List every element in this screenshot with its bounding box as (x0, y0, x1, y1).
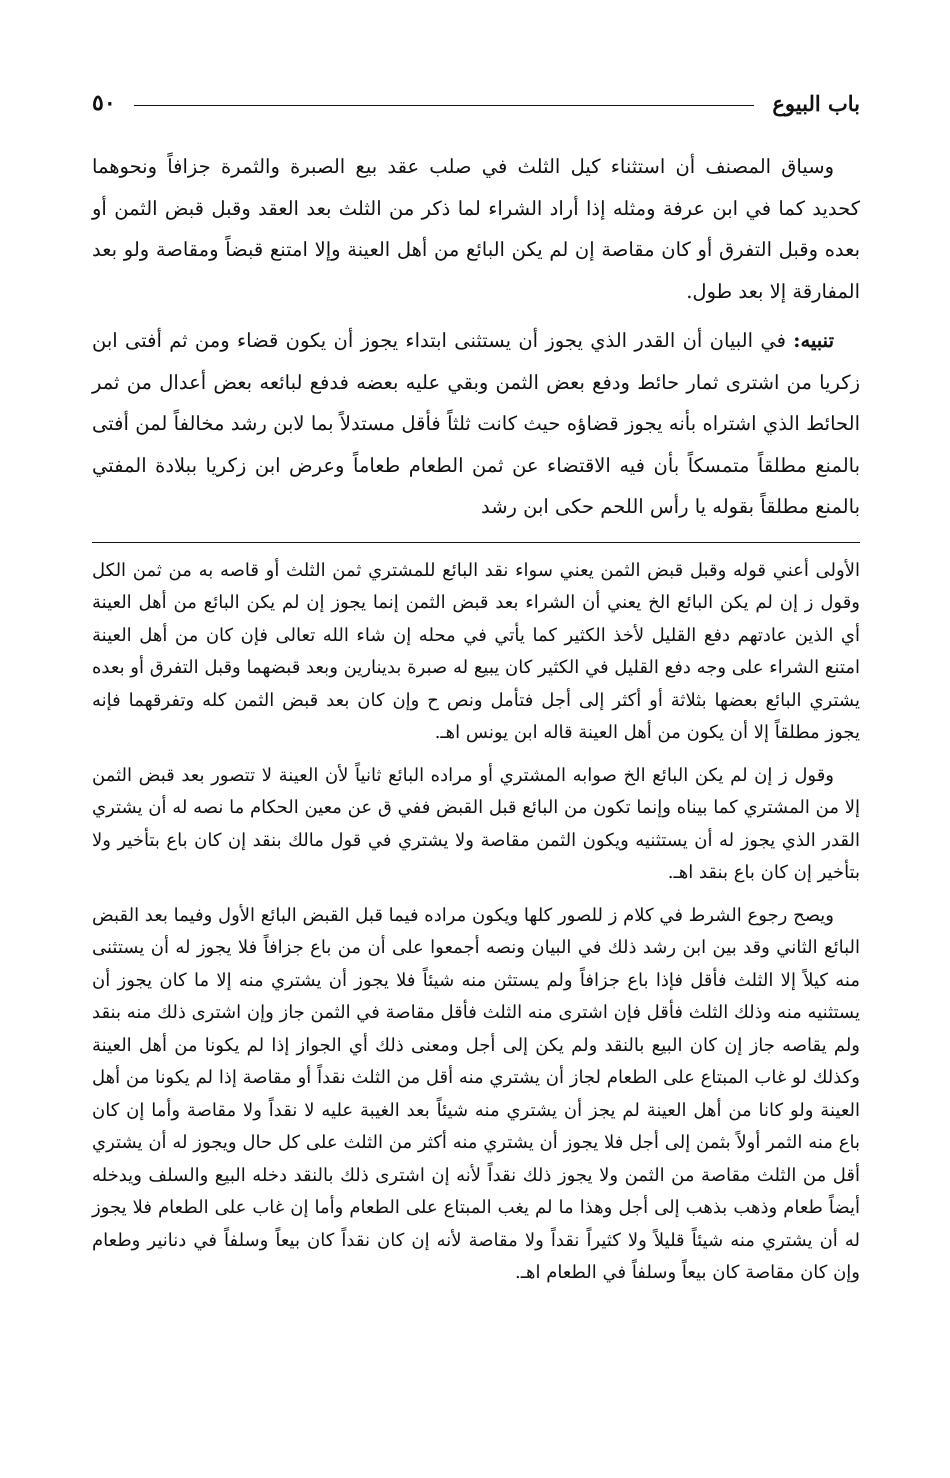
footnote-separator (92, 542, 860, 543)
main-paragraph-1 (92, 146, 860, 312)
main-paragraph-2 (92, 320, 860, 528)
chapter-title: باب البيوع (772, 91, 860, 116)
running-header (92, 84, 860, 124)
header-rule (134, 105, 755, 106)
main-text (92, 146, 860, 528)
paragraph-text: وسياق المصنف أن استثناء كيل الثلث في صلب عقد بيع الصبرة والثمرة جزافاً ونحوهما كحديد كما في ابن عرفة ومثله إذا أراد الشراء لما ذكر من الثلث بعد العقد وقبل قبض الثمن أو بعده وقبل التفرق أو كان مقاصة إن لم يكن البائع من أهل العينة وإلا امتنع قبضاً ومقاصة ولو بعد المفارقة إلا بعد طول. (92, 155, 860, 303)
note-heading: تنبيه: (793, 329, 834, 352)
book-page (92, 84, 860, 1300)
footnote-3: ويصح رجوع الشرط في كلام ز للصور كلها ويكون مراده فيما قبل القبض البائع الأول وفيما بعد القبض البائع الثاني وقد بين ابن رشد ذلك في البيان ونصه أجمعوا على أن من باع جزافاً فلا يجوز له أن يستثنى منه كيلاً إلا الثلث فأقل فإذا باع جزافاً ولم يستثن منه شيئاً فلا يجوز أن يشتري منه إلا ما كان يجوز أن يستثنيه منه وذلك الثلث فأقل فإن اشترى منه الثلث فأقل مقاصة في الثمن جاز وإن اشترى ذلك منه بنقد ولم يقاصه جاز إن كان البيع بالنقد ولم يكن إلى أجل ومعنى ذلك أي الجواز إذا لم يكونا من أهل العينة وكذلك لو غاب المبتاع على الطعام لجاز أن يشتري منه أقل من الثلث نقداً أو مقاصة إذا لم يكونا من أهل العينة ولو كانا من أهل العينة لم يجز أن يشتري منه شيئاً بعد الغيبة عليه لا نقداً ولا مقاصة وأما إن كان باع منه الثمر أولاً بثمن إلى أجل فلا يجوز أن يشتري منه أكثر من الثلث على كل حال ويجوز له أن يشتري أقل من الثلث مقاصة من الثمن ولا يجوز ذلك نقداً لأنه إن اشترى ذلك بالنقد دخله البيع والسلف ويدخله أيضاً طعام وذهب بذهب إلى أجل وهذا ما لم يغب المبتاع على الطعام وأما إن غاب على الطعام فلا يجوز له أن يشتري منه شيئاً قليلاً ولا كثيراً نقداً ولا مقاصة لأنه إن كان نقداً كان بيعاً وسلفاً في دنانير وطعام وإن كان مقاصة كان بيعاً وسلفاً في الطعام اهـ. (92, 904, 860, 1283)
footnote-2: وقول ز إن لم يكن البائع الخ صوابه المشتري أو مراده البائع ثانياً لأن العينة لا تتصور بعد قبض الثمن إلا من المشتري كما بيناه وإنما تكون من البائع قبل القبض ففي ق عن معين الحكام ما نصه له أن يشتري القدر الذي يجوز له أن يستثنيه ويكون الثمن مقاصة ولا يشتري في قول مالك بنقد إن كان باع بتأخير ولا بتأخير إن كان باع بنقد اهـ. (92, 764, 860, 883)
page-number: ٥٠ (92, 90, 116, 116)
paragraph-text: في البيان أن القدر الذي يجوز أن يستثنى ابتداء يجوز أن يكون قضاء ومن ثم أفتى ابن زكريا من اشترى ثمار حائط ودفع بعض الثمن وبقي عليه بعضه فدفع لبائعه بعض أعدال من ثمر الحائط الذي اشتراه بأنه يجوز قضاؤه حيث كانت ثلثاً فأقل مستدلاً بما لابن رشد مخالفاً لمن أفتى بالمنع مطلقاً متمسكاً بأن فيه الاقتضاء عن ثمن الطعام طعاماً وعرض ابن زكريا ببلادة المفتي بالمنع مطلقاً بقوله يا رأس اللحم حكى ابن رشد (92, 329, 860, 518)
footnotes (92, 555, 860, 1290)
footnote-1: الأولى أعني قوله وقبل قبض الثمن يعني سواء نقد البائع للمشتري ثمن الثلث أو قاصه به من ثمن الكل وقول ز إن لم يكن البائع الخ يعني أن الشراء بعد قبض الثمن إنما يجوز إن لم يكن البائع من أهل العينة أي الذين عادتهم دفع القليل لأخذ الكثير كما يأتي في محله إن شاء الله تعالى فإن كان من أهل العينة امتنع الشراء على وجه دفع القليل في الكثير كان يبيع له صبرة بدينارين وبعد قبضهما وقبل التفرق أو بعده يشتري البائع بعضها بثلاثة أو أكثر إلى أجل فتأمل ونص ح وإن كان بعد قبض الثمن كله وتفرقهما فإنه يجوز مطلقاً إلا أن يكون من أهل العينة قاله ابن يونس اهـ. (92, 559, 860, 743)
